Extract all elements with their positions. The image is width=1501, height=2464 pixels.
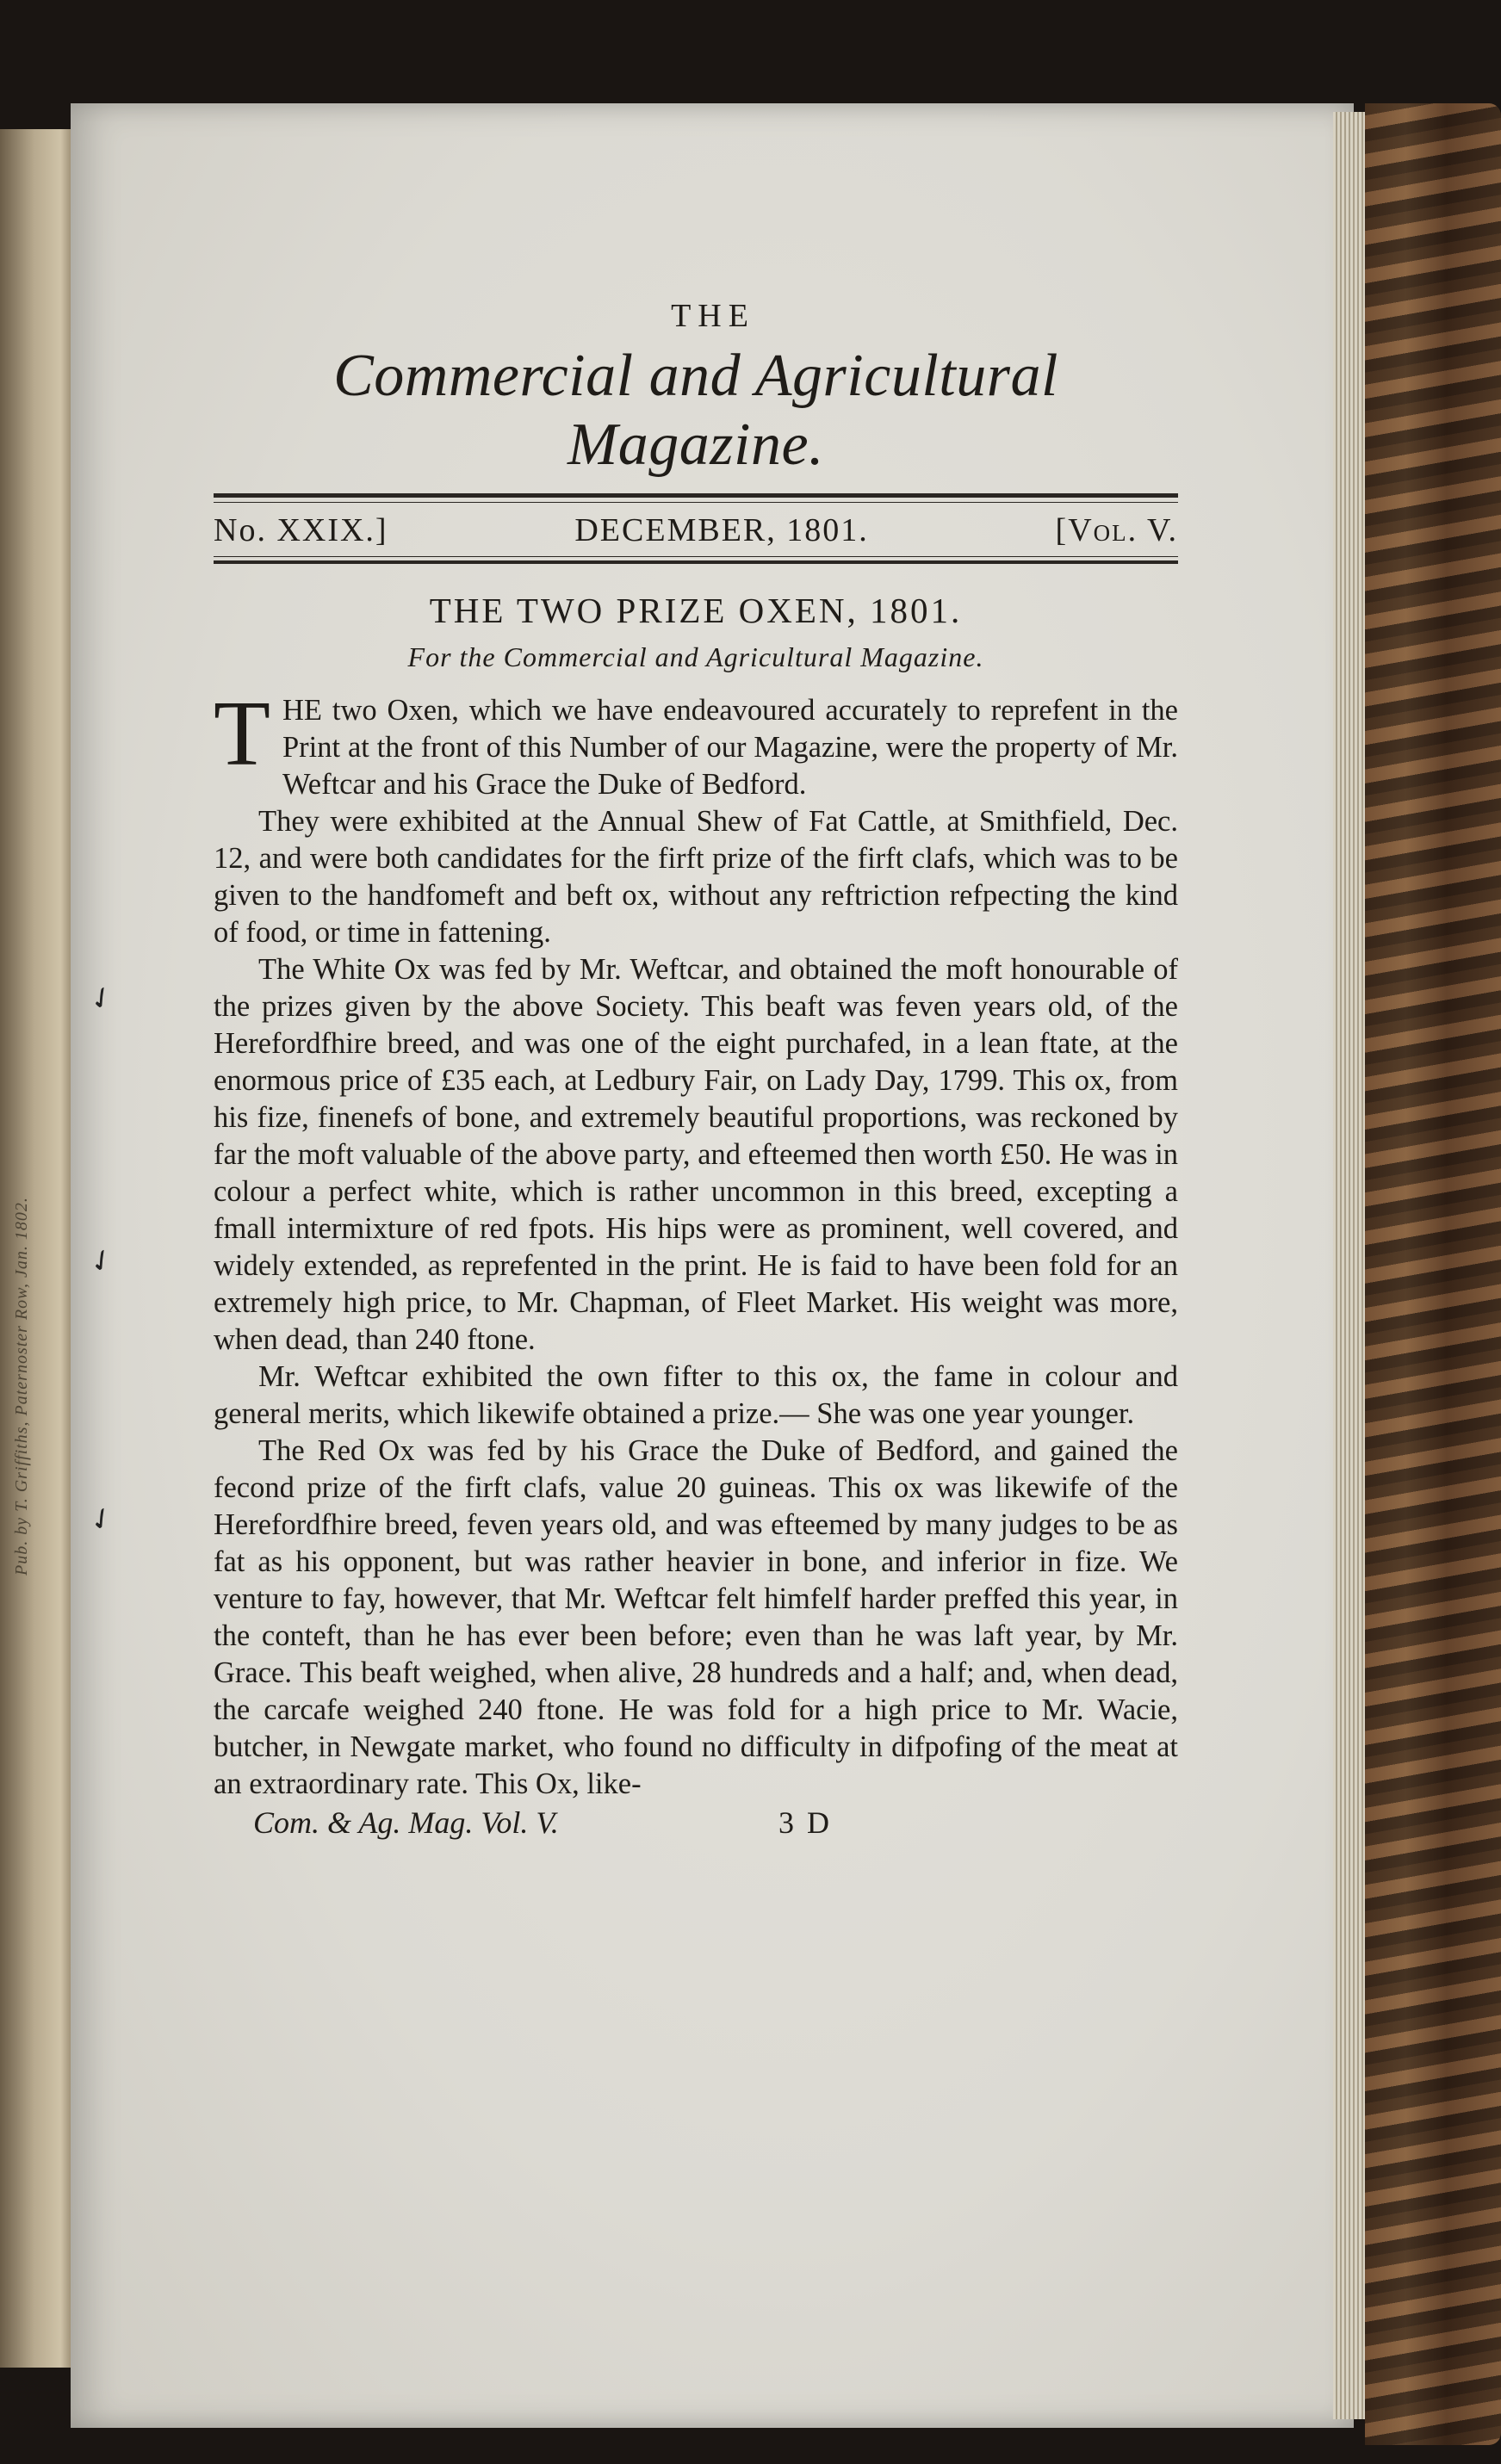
margin-tick-icon: ✓ [82, 1498, 121, 1541]
issue-number: No. XXIX.] [214, 512, 388, 548]
paragraph-2: They were exhibited at the Annual Shew of Fat Cattle, at Smithfield, Dec. 12, and were both candidates for the firft prize of the firft clafs, which was to be given to the handfomeft and beft ox, without any reftriction refpecting the kind of food, or time in fattening. [214, 805, 1178, 949]
margin-tick-icon: ✓ [82, 1240, 121, 1283]
paragraph-3: The White Ox was fed by Mr. Weftcar, and obtained the moft honourable of the prizes given by the above Society. This beaft was feven years old, of the Herefordfhire breed, and was one of the eight purchafed, in a lean ftate, at the enormous price of £35 each, at Ledbury Fair, on Lady Day, 1799. This ox, from his fize, finenefs of bone, and extremely beautiful proportions, was reckoned by far the moft valuable of the above party, and efteemed then worth £50. He was in colour a perfect white, which is rather uncommon in this breed, excepting a fmall intermixture of red fpots. His hips were as prominent, well covered, and widely extended, as reprefented in the print. He is faid to have been fold for an extremely high price, to Mr. Chapman, of Fleet Market. His weight was more, when dead, than 240 ftone. [214, 953, 1178, 1356]
footer-signature: Com. & Ag. Mag. Vol. V. [253, 1805, 559, 1840]
signature-mark: 3 D [778, 1805, 832, 1840]
article-body [214, 683, 1178, 1803]
issue-line [214, 498, 1178, 554]
article-title: THE TWO PRIZE OXEN, 1801. [429, 591, 963, 630]
drop-cap: T [214, 683, 270, 785]
issue-volume: [Vol. V. [1055, 512, 1178, 548]
paragraph-5: The Red Ox was fed by his Grace the Duke of Bedford, and gained the fecond prize of the firft clafs, value 20 guineas. This ox was likewife of the Herefordfhire breed, feven years old, and was efteemed by many judges to be as fat as his opponent, but was rather heavier in bone, and inferior in fize. We venture to fay, however, that Mr. Weftcar felt himfelf harder preffed this year, in the conteft, than he has ever been before; even than he was laft year, by Mr. Grace. This beaft weighed, when alive, 28 hundreds and a half; and, when dead, the carcafe weighed 240 ftone. He was fold for a high price to Mr. Wacie, butcher, in Newgate market, who found no difficulty in difpofing of the meat at an extraordinary rate. This Ox, like- [214, 1434, 1178, 1800]
paragraph-1-text: HE two Oxen, which we have endeavoured accurately to reprefent in the Print at the front of this Number of our Magazine, were the property of Mr. Weftcar and his Grace the Duke of Bedford. [282, 694, 1178, 801]
issue-date: DECEMBER, 1801. [574, 512, 869, 548]
leather-binding [1365, 103, 1501, 2445]
margin-tick-icon: ✓ [82, 977, 121, 1020]
article-subtitle: For the Commercial and Agricultural Magazine. [407, 641, 984, 672]
magazine-title: Commercial and Agricultural Magazine. [333, 343, 1058, 478]
paragraph-4: Mr. Weftcar exhibited the own fifter to this ox, the fame in colour and general merits, which likewife obtained a prize.— She was one year younger. [214, 1360, 1178, 1430]
page-content [214, 297, 1178, 1844]
previous-page-edge [0, 129, 76, 2368]
header-the: THE [671, 298, 755, 334]
header-rule-bottom [214, 556, 1178, 557]
page-footer [214, 1805, 1178, 1844]
paragraph-1 [214, 683, 1178, 803]
header-rule-top [214, 493, 1178, 498]
page-edges [1333, 112, 1368, 2419]
side-imprint: Pub. by T. Griffiths, Paternoster Row, Jan. 1802. [12, 1197, 31, 1576]
